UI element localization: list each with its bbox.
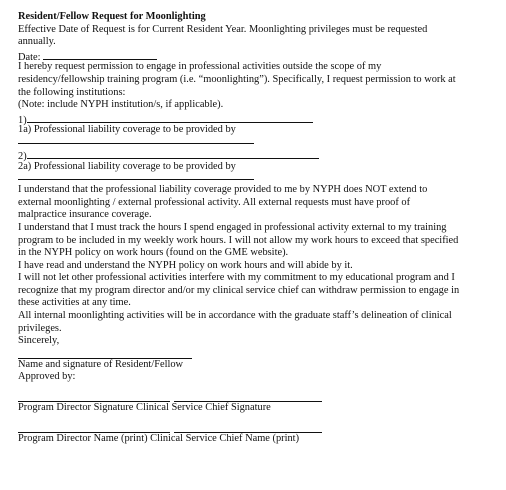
- liability-text-1: I understand that the professional liability coverage provided to me by NYPH does NOT extend to: [18, 184, 428, 196]
- request-note: (Note: include NYPH institution/s, if applicable).: [18, 99, 224, 111]
- request-text-1: I hereby request permission to engage in professional activities outside the scope of my: [18, 61, 382, 73]
- coverage-1-label: 1a) Professional liability coverage to be provided by: [18, 124, 236, 136]
- chief-signature-field[interactable]: [174, 395, 322, 402]
- coverage-1-field[interactable]: [18, 137, 254, 144]
- resident-signature-label: Name and signature of Resident/Fellow: [18, 358, 184, 370]
- hours-text-2: program to be included in my weekly work hours. I will not allow my work hours to exceed that specified: [18, 234, 459, 246]
- sincerely-text: Sincerely,: [18, 335, 60, 347]
- approved-by-label: Approved by:: [18, 371, 76, 383]
- resident-signature-field[interactable]: [18, 348, 192, 359]
- coverage-2-field[interactable]: [18, 173, 254, 180]
- internal-text-2: privileges.: [18, 322, 62, 334]
- director-signature-field[interactable]: [18, 395, 170, 402]
- internal-text-1: All internal moonlighting activities will be in accordance with the graduate staff’s delineation of clinical: [18, 310, 452, 322]
- signature-labels: Program Director Signature Clinical Service Chief Signature: [18, 402, 271, 414]
- effective-date-text: Effective Date of Request is for Current Resident Year. Moonlighting privileges must be requested: [18, 23, 428, 35]
- liability-text-2: external moonlighting / external professional activity. All external requests must have proof of: [18, 196, 411, 208]
- hours-text-1: I understand that I must track the hours I spend engaged in professional activity external to my training: [18, 221, 447, 233]
- date-label: Date:: [18, 51, 41, 63]
- institution-2-field[interactable]: [27, 148, 319, 159]
- institution-2-row: [18, 148, 500, 161]
- name-labels: Program Director Name (print) Clinical Service Chief Name (print): [18, 432, 300, 444]
- form-title: Resident/Fellow Request for Moonlighting: [18, 11, 206, 22]
- policy-text: I have read and understand the NYPH policy on work hours and will abide by it.: [18, 259, 353, 271]
- date-field[interactable]: [43, 49, 157, 60]
- coverage-2-label: 2a) Professional liability coverage to be provided by: [18, 160, 236, 172]
- institution-2-label: 2): [18, 150, 27, 162]
- hours-text-3: in the NYPH policy on work hours (found on the GME website).: [18, 247, 289, 259]
- moonlighting-request-form: [18, 11, 500, 445]
- chief-name-field[interactable]: [174, 426, 322, 433]
- commitment-text-1: I will not let other professional activities interfere with my commitment to my educational program and I: [18, 272, 455, 284]
- request-text-3: the following institutions:: [18, 86, 126, 98]
- effective-date-text-cont: annually.: [18, 36, 56, 48]
- commitment-text-3: these activities at any time.: [18, 297, 131, 309]
- liability-text-3: malpractice insurance coverage.: [18, 209, 152, 221]
- institution-1-label: 1): [18, 114, 27, 126]
- institution-1-row: [18, 112, 500, 125]
- date-row: [18, 49, 500, 62]
- director-signature-row: [18, 394, 500, 402]
- director-name-row: [18, 425, 500, 433]
- director-name-field[interactable]: [18, 426, 170, 433]
- institution-1-field[interactable]: [27, 112, 313, 123]
- request-text-2: residency/fellowship training program (i.e. “moonlighting”). Specifically, I request permission to work at: [18, 73, 456, 85]
- commitment-text-2: recognize that my program director and/or my clinical service chief can withdraw permission to engage in: [18, 284, 460, 296]
